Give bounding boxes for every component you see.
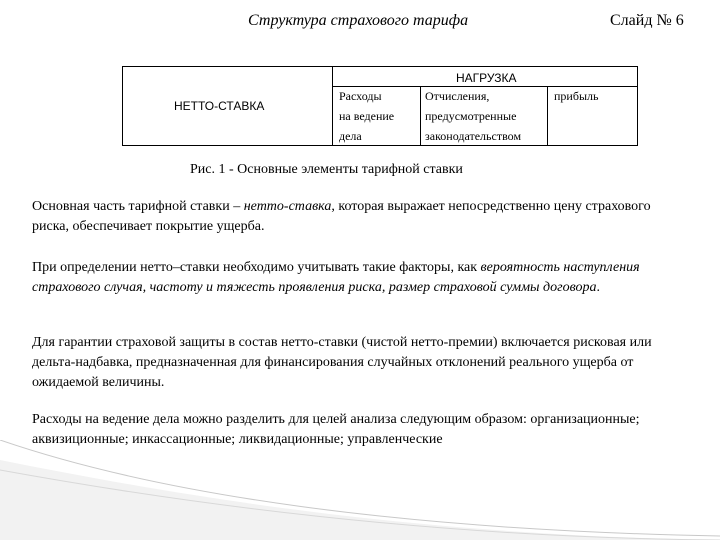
load-item-expenses-line3: дела [339, 129, 362, 143]
load-item-profit [554, 86, 598, 106]
paragraph-expenses: Расходы на ведение дела можно разделить для целей анализа следующим образом: организационные; аквизиционные; инкассационные; ликвидационные; управленческие [32, 412, 640, 447]
table-divider-sub1 [420, 86, 421, 146]
paragraph-factors-text2: . [596, 280, 600, 295]
load-label: НАГРУЗКА [456, 71, 517, 85]
paragraph-guarantee: Для гарантии страховой защиты в состав нетто-ставки (чистой нетто-премии) включается рисковая или дельта-надбавка, предназначенная для финансирования случайных отклонений реального ущерба от ожидаемой величины. [32, 335, 652, 390]
table-border-left [122, 66, 123, 146]
paragraph-factors-text1: При определении нетто–ставки необходимо учитывать такие факторы, как [32, 260, 481, 275]
netto-stavka-label: НЕТТО-СТАВКА [174, 99, 265, 113]
load-item-deductions [425, 86, 521, 146]
load-item-deductions-line1: Отчисления, [425, 89, 490, 103]
paragraph-netto [32, 197, 682, 237]
load-item-expenses-line2: на ведение [339, 109, 395, 123]
decorative-swoosh [0, 440, 720, 540]
load-item-deductions-line2: предусмотренные [425, 109, 517, 123]
paragraph-netto-text2: , которая выражает непосредственно цену страхового риска, обеспечивает покрытие ущерба. [32, 199, 651, 234]
slide-title: Структура страхового тарифа [248, 12, 469, 29]
paragraph-netto-italic: нетто-ставка [243, 199, 332, 214]
slide-number: Слайд № 6 [610, 12, 684, 29]
load-item-deductions-line3: законодательством [425, 129, 522, 143]
table-divider-sub2 [547, 86, 548, 146]
table-border-right [637, 66, 638, 146]
table-border-top [122, 66, 638, 67]
tariff-structure-table [122, 66, 638, 146]
table-divider-main [332, 66, 333, 146]
load-item-expenses-line1: Расходы [339, 89, 382, 103]
load-item-expenses [339, 86, 394, 146]
load-item-profit-line1: прибыль [554, 89, 599, 103]
paragraph-netto-text1: Основная часть тарифной ставки – [32, 199, 244, 214]
figure-caption: Рис. 1 - Основные элементы тарифной ставки [190, 162, 463, 177]
paragraph-factors-italic: вероятность наступления страхового случая, частоту и тяжесть проявления риска, размер страховой суммы договора [32, 260, 640, 295]
paragraph-factors [32, 258, 682, 298]
